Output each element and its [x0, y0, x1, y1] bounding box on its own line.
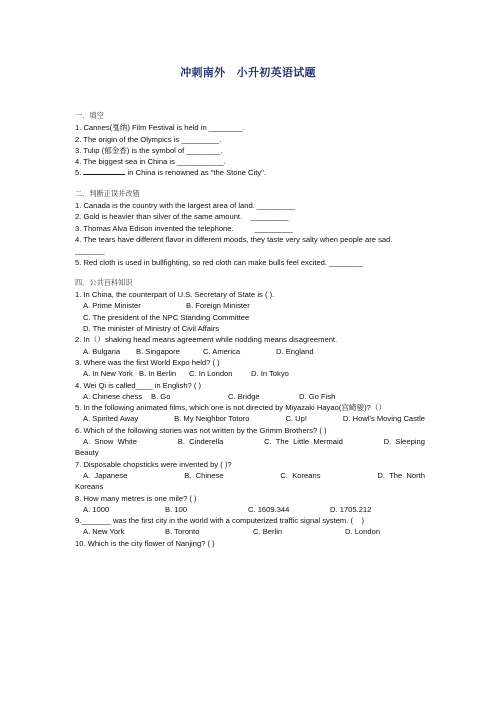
option-a: A. Chinese chess: [83, 391, 143, 401]
question-2-4: 4. The tears have different flavor in different moods, they taste very salty when people are sad. _______: [75, 234, 469, 256]
question-3-8: 8. How many metres is one mile? ( ): [75, 493, 197, 503]
options-3-8: [75, 504, 425, 515]
option-d: D. Howl's Moving Castle: [342, 414, 425, 424]
question-3-10: 10. Which is the city flower of Nanjing? ( ): [75, 538, 215, 548]
option-b: B. Cinderella: [177, 437, 224, 447]
question-2-3: 3. Thomas Alva Edison invented the telephone. _________: [75, 223, 293, 233]
option-c: C. Bridge: [228, 391, 260, 401]
option-a: A. 1000: [83, 504, 110, 514]
option-a: A. Prime Minister: [83, 301, 141, 311]
option-b: B. 100: [165, 504, 187, 514]
question-3-4: 4. Wei Qi is called____ in English? ( ): [75, 380, 202, 390]
option-d: D. 1705.212: [330, 504, 372, 514]
option-d: D. In Tokyo: [251, 369, 289, 379]
options-3-3: [75, 368, 425, 379]
question-1-3: 3. Tulip (郁金香) is the symbol of ________.: [75, 145, 223, 155]
question-3-1: 1. In China, the counterpart of U.S. Secretary of State is ( ).: [75, 290, 275, 300]
option-b: B. In Berlin: [139, 369, 177, 379]
option-b: B. Singapore: [136, 346, 180, 356]
question-3-5: 5. In the following animated films, which one is not directed by Miyazaki Hayao(宫崎骏)?（）: [75, 403, 387, 413]
question-3-2: 2. In（）shaking head means agreement while nodding means disagreement.: [75, 335, 338, 345]
question-1-2: 2. The origin of the Olympics is _________.: [75, 134, 222, 144]
options-3-7: [75, 470, 425, 481]
option-d: D. The North: [377, 470, 425, 480]
option-d: D. Sleeping: [383, 437, 425, 447]
option-b: B. My Neighbor Totoro: [174, 414, 250, 424]
option-c: C. Koreans: [280, 470, 321, 480]
question-text: in China is renowned as "the Stone City".: [125, 168, 266, 178]
options-3-4: [75, 391, 425, 402]
question-3-3: 3. Where was the first World Expo held? ( ): [75, 357, 220, 367]
option-d: D. England: [276, 346, 314, 356]
option-c: C. Up!: [285, 414, 307, 424]
option-d: D. The minister of Ministry of Civil Affairs: [83, 324, 220, 334]
option-a: A. Bulgaria: [83, 346, 121, 356]
option-a: A. In New York: [83, 369, 133, 379]
option-c: C. Berlin: [253, 527, 283, 537]
option-b: B. Foreign Minister: [186, 301, 250, 311]
option-b: B. Go: [151, 391, 171, 401]
option-c: C. America: [203, 346, 241, 356]
options-3-2: [75, 346, 425, 357]
option-c: C. In London: [189, 369, 233, 379]
document-body: [75, 110, 469, 549]
section-heading-true-false: 二．判断正误并改错: [75, 188, 140, 198]
option-d: D. Go Fish: [299, 391, 336, 401]
question-3-7: 7. Disposable chopsticks were invented by ( )?: [75, 459, 232, 469]
option-c: C. 1609.344: [248, 504, 290, 514]
question-1-1: 1. Cannes(戛纳) Film Festival is held in ________.: [75, 123, 245, 133]
option-b: B. Toronto: [165, 527, 200, 537]
question-2-5: 5. Red cloth is used in bullfighting, so red cloth can make bulls feel excited. ________: [75, 257, 363, 267]
option-a: A. Spirited Away: [83, 414, 139, 424]
question-number: 5.: [75, 168, 82, 178]
options-3-1-row1: [75, 300, 425, 311]
option-d-continued: Koreans: [75, 482, 104, 492]
question-1-5: [75, 167, 425, 178]
question-3-9: 9._______ was the first city in the world with a computerized traffic signal system. ( ): [75, 516, 364, 526]
question-1-4: 4. The biggest sea in China is ___________.: [75, 157, 226, 167]
section-heading-general-knowledge: 四．公共百科知识: [75, 277, 133, 287]
option-d-continued: Beauty: [75, 448, 99, 458]
option-d: D. London: [345, 527, 381, 537]
option-b: B. Chinese: [184, 470, 224, 480]
option-a: A. Japanese: [83, 470, 128, 480]
question-3-6: 6. Which of the following stories was not written by the Grimm Brothers? ( ): [75, 425, 327, 435]
question-2-2: 2. Gold is heavier than silver of the same amount. _________: [75, 212, 289, 222]
option-c: C. The Little Mermaid: [264, 437, 343, 447]
section-heading-fill-in: 一．填空: [75, 111, 104, 120]
page-title: 冲刺南外 小升初英语试题: [180, 66, 316, 79]
options-3-5: [75, 413, 425, 424]
answer-blank: [83, 167, 125, 175]
option-c: C. The president of the NPC Standing Committee: [83, 312, 250, 322]
option-a: A. Snow White: [83, 437, 138, 447]
options-3-6: [75, 436, 425, 447]
options-3-9: [75, 526, 425, 537]
question-2-1: 1. Canada is the country with the largest area of land. _________: [75, 201, 295, 211]
option-a: A. New York: [83, 527, 125, 537]
